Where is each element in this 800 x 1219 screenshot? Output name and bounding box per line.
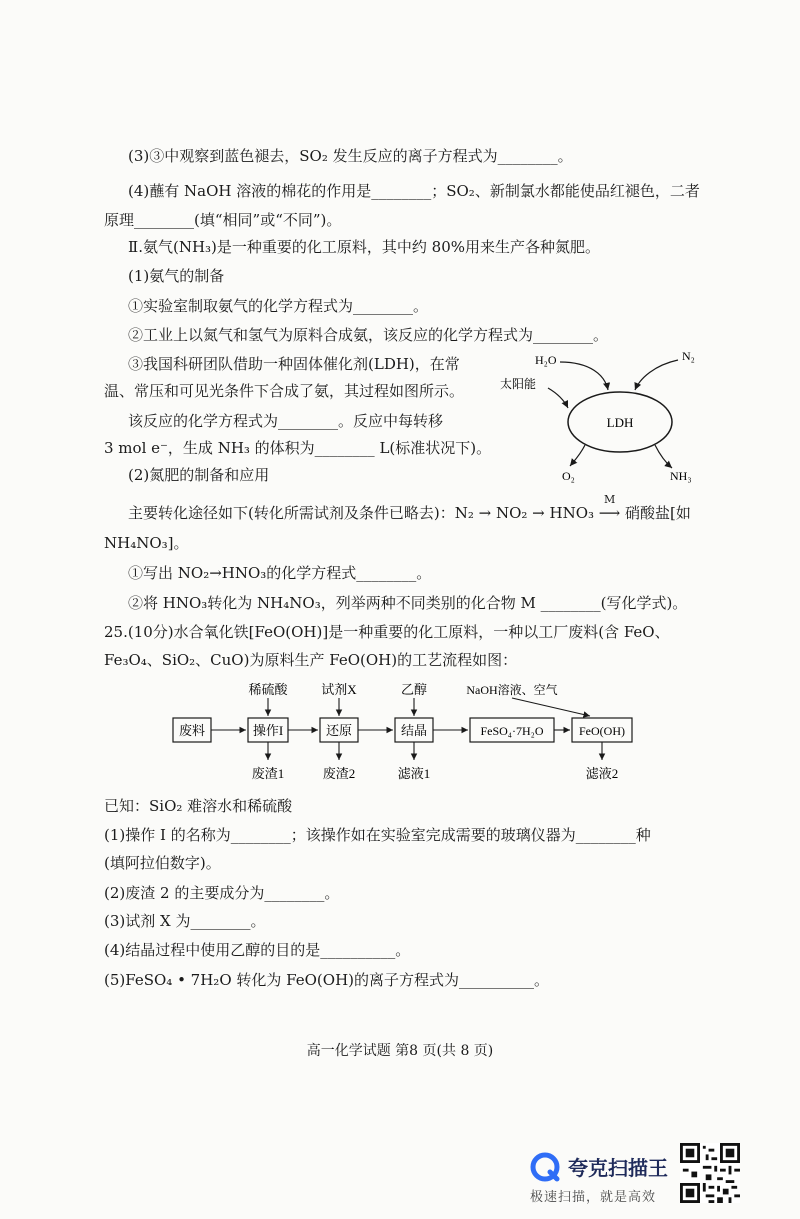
question-25-known: 已知：SiO₂ 难溶水和稀硫酸 xyxy=(104,797,293,815)
flow-input-reagent-x: 试剂X xyxy=(321,682,357,697)
input-water: H₂O xyxy=(535,353,557,367)
flow-input-naoh-air: NaOH溶液、空气 xyxy=(466,683,558,697)
flow-output-filtrate-1: 滤液1 xyxy=(397,766,431,781)
item-3-question: 该反应的化学方程式为________。反应中每转移 xyxy=(128,412,444,430)
conversion-path-text: 主要转化途径如下(转化所需试剂及条件已略去)：N₂ → NO₂ → HNO₃ ⟶ 硝酸盐[如 xyxy=(128,504,691,522)
question-25-stem: 25.(10分)水合氧化铁[FeO(OH)]是一种重要的化工原料，一种以工厂废料(含 FeO、 xyxy=(104,623,670,641)
scanner-logo-icon xyxy=(530,1152,560,1182)
process-flow-diagram xyxy=(170,680,640,790)
flow-output-residue-2: 废渣2 xyxy=(322,766,356,781)
scanner-slogan: 极速扫描，就是高效 xyxy=(530,1190,657,1205)
conversion-path-cont: NH₄NO₃]。 xyxy=(104,534,189,552)
question-25-sub-4: (4)结晶过程中使用乙醇的目的是__________。 xyxy=(104,941,411,959)
flow-label-crystallize: 结晶 xyxy=(400,723,428,738)
question-25-sub-2: (2)废渣 2 的主要成分为________。 xyxy=(104,884,340,902)
flow-label-ferrous-sulfate: FeSO₄·7H₂O xyxy=(480,724,544,738)
flow-input-sulfuric-acid: 稀硫酸 xyxy=(248,682,288,697)
item-2-text: ②工业上以氮气和氢气为原料合成氨，该反应的化学方程式为________。 xyxy=(128,326,609,344)
question-4-text-cont: 原理________(填“相同”或“不同”)。 xyxy=(104,211,342,229)
ldh-label: LDH xyxy=(606,415,634,430)
output-ammonia: NH₃ xyxy=(670,469,692,483)
flow-label-operation: 操作I xyxy=(252,723,284,738)
item-3-question-cont: 3 mol e⁻，生成 NH₃ 的体积为________ L(标准状况下)。 xyxy=(104,439,492,457)
question-4-text: (4)蘸有 NaOH 溶液的棉花的作用是________；SO₂、新制氯水都能使品红褪色，二者 xyxy=(128,182,700,200)
question-3-text: (3)③中观察到蓝色褪去，SO₂ 发生反应的离子方程式为________。 xyxy=(128,147,573,165)
input-nitrogen: N₂ xyxy=(682,349,695,363)
flow-label-waste: 废料 xyxy=(178,723,206,738)
item-3-text: ③我国科研团队借助一种固体催化剂(LDH)，在常 xyxy=(128,355,460,373)
question-25-sub-1: (1)操作 I 的名称为________；该操作如在实验室完成需要的玻璃仪器为________种 xyxy=(104,826,651,844)
page-footer: 高一化学试题 第8 页(共 8 页) xyxy=(306,1043,494,1059)
item-3-text-cont: 温、常压和可见光条件下合成了氨，其过程如图所示。 xyxy=(104,382,465,400)
flow-label-product: FeO(OH) xyxy=(579,724,625,738)
question-25-sub-1-cont: (填阿拉伯数字)。 xyxy=(104,854,221,872)
question-25-stem-cont: Fe₃O₄、SiO₂、CuO)为原料生产 FeO(OH)的工艺流程如图： xyxy=(104,651,518,669)
fertilizer-q1: ①写出 NO₂→HNO₃的化学方程式________。 xyxy=(128,564,432,582)
scanner-brand-name: 夸克扫描王 xyxy=(568,1156,668,1180)
fertilizer-q2: ②将 HNO₃转化为 NH₄NO₃，列举两种不同类别的化合物 M ________(写化学式)。 xyxy=(128,594,688,612)
ldh-cycle-diagram xyxy=(490,340,720,490)
qr-code-icon xyxy=(680,1143,740,1203)
section-ii-intro: Ⅱ.氨气(NH₃)是一种重要的化工原料，其中约 80%用来生产各种氮肥。 xyxy=(128,238,600,256)
scanner-watermark xyxy=(530,1150,680,1210)
output-oxygen: O₂ xyxy=(562,469,575,483)
question-25-sub-5: (5)FeSO₄ • 7H₂O 转化为 FeO(OH)的离子方程式为__________。 xyxy=(104,971,549,989)
flow-output-residue-1: 废渣1 xyxy=(251,766,285,781)
flow-output-filtrate-2: 滤液2 xyxy=(585,766,619,781)
subsection-ammonia-prep: (1)氨气的制备 xyxy=(128,267,225,285)
input-solar: 太阳能 xyxy=(500,377,537,391)
item-1-text: ①实验室制取氨气的化学方程式为________。 xyxy=(128,297,429,315)
subsection-fertilizer: (2)氮肥的制备和应用 xyxy=(128,466,270,484)
conversion-reagent-m: M xyxy=(604,493,616,506)
question-25-sub-3: (3)试剂 X 为________。 xyxy=(104,912,266,930)
flow-label-reduce: 还原 xyxy=(325,723,353,738)
flow-input-ethanol: 乙醇 xyxy=(400,682,428,697)
